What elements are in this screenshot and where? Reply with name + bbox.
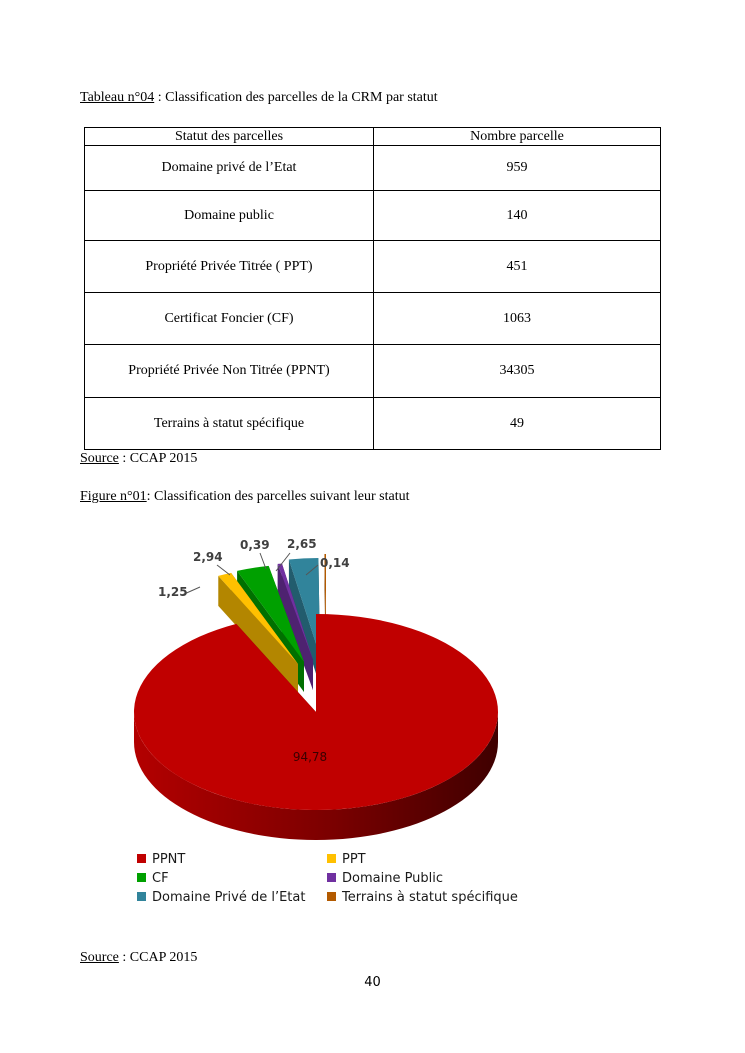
- chart-legend: [137, 852, 518, 905]
- legend-item: [327, 852, 366, 867]
- legend-item: [137, 852, 185, 867]
- cell-statut: Terrains à statut spécifique: [85, 398, 374, 450]
- cell-statut: Propriété Privée Non Titrée (PPNT): [85, 345, 374, 398]
- cell-nombre: 49: [374, 398, 661, 450]
- legend-item: [327, 871, 443, 886]
- cell-statut: Domaine public: [85, 191, 374, 241]
- legend-label: CF: [152, 871, 169, 886]
- table-caption-text: : Classification des parcelles de la CRM par statut: [154, 90, 438, 105]
- figure-caption-prefix: Figure n°01: [80, 489, 147, 504]
- cell-statut: Propriété Privée Titrée ( PPT): [85, 241, 374, 293]
- legend-item: [327, 890, 518, 905]
- header-nombre: Nombre parcelle: [374, 128, 661, 146]
- legend-label: PPNT: [152, 852, 186, 867]
- data-label-0: 94,78: [292, 750, 328, 764]
- table-row: [85, 398, 661, 450]
- page-number: 40: [364, 975, 381, 990]
- data-label-3: 0,39: [240, 538, 270, 552]
- legend-item: [137, 871, 169, 886]
- cell-statut: Domaine privé de l’Etat: [85, 146, 374, 191]
- table-caption-prefix: Tableau n°04: [80, 90, 155, 105]
- legend-swatch: [137, 854, 146, 863]
- legend-swatch: [327, 892, 336, 901]
- legend-item: [137, 890, 305, 905]
- data-label-5: 0,14: [320, 556, 350, 570]
- legend-label: PPT: [342, 852, 366, 867]
- legend-swatch: [137, 892, 146, 901]
- table-caption: [80, 90, 438, 106]
- legend-swatch: [327, 873, 336, 882]
- table-row: [85, 293, 661, 345]
- source-label: Source: [80, 451, 119, 466]
- legend-label: Domaine Privé de l’Etat: [152, 890, 306, 905]
- header-statut: Statut des parcelles: [85, 128, 374, 146]
- table-row: [85, 146, 661, 191]
- pie-chart: [120, 525, 540, 920]
- legend-label: Terrains à statut spécifique: [342, 890, 518, 905]
- source-text-2: : CCAP 2015: [118, 950, 198, 965]
- source-line: [80, 451, 197, 467]
- figure-caption-text: : Classification des parcelles suivant leur statut: [146, 489, 410, 504]
- source-line-2: [80, 950, 197, 966]
- table-row: [85, 345, 661, 398]
- cell-nombre: 1063: [374, 293, 661, 345]
- data-label-2: 2,94: [193, 550, 223, 564]
- figure-caption: [80, 489, 409, 505]
- cell-nombre: 959: [374, 146, 661, 191]
- table-header-row: [85, 128, 661, 146]
- pie-slice-ppnt: [134, 614, 498, 840]
- table-row: [85, 241, 661, 293]
- legend-label: Domaine Public: [342, 871, 444, 886]
- leader-line: [217, 565, 230, 575]
- cell-nombre: 140: [374, 191, 661, 241]
- cell-nombre: 451: [374, 241, 661, 293]
- parcel-table: [84, 127, 661, 450]
- legend-swatch: [327, 854, 336, 863]
- legend-swatch: [137, 873, 146, 882]
- data-label-1: 1,25: [158, 585, 188, 599]
- cell-statut: Certificat Foncier (CF): [85, 293, 374, 345]
- source-label-2: Source: [80, 950, 119, 965]
- table-row: [85, 191, 661, 241]
- cell-nombre: 34305: [374, 345, 661, 398]
- data-label-4: 2,65: [287, 537, 317, 551]
- source-text: : CCAP 2015: [118, 451, 198, 466]
- slices-layer: [134, 554, 498, 840]
